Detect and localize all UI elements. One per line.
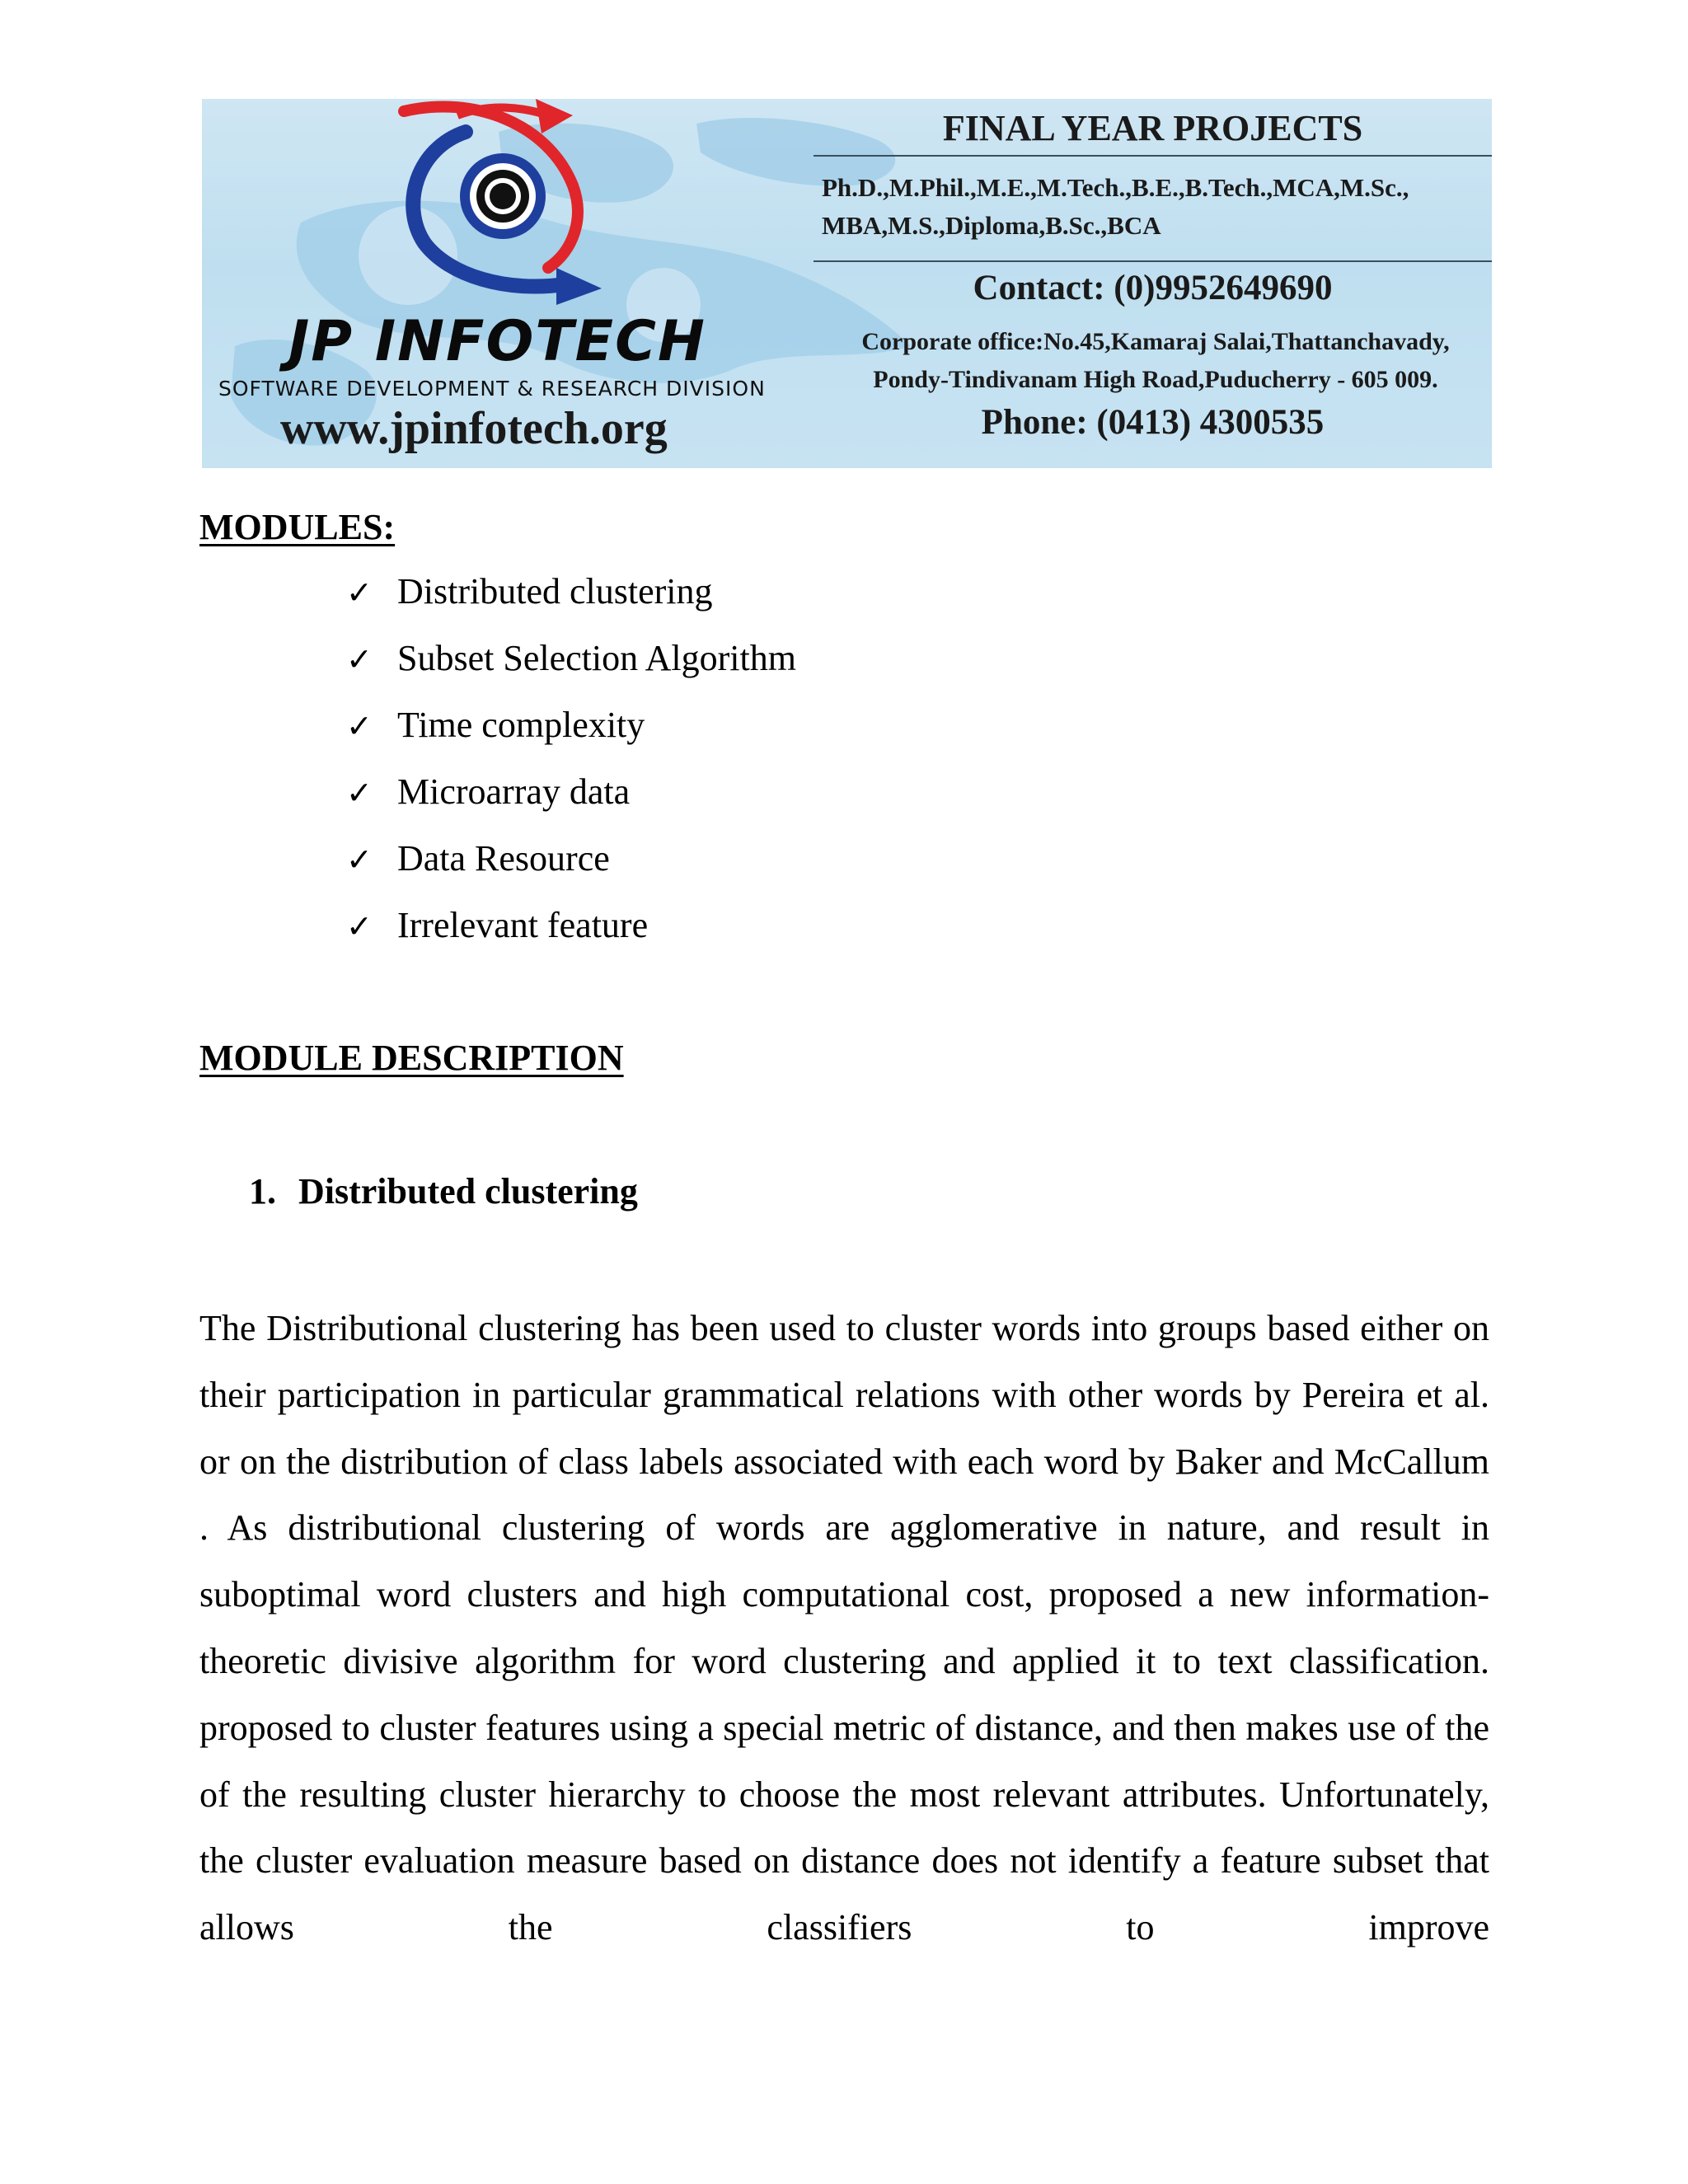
- list-item: [346, 569, 796, 635]
- list-item: [346, 635, 796, 702]
- degrees-line: Ph.D.,M.Phil.,M.E.,M.Tech.,B.E.,B.Tech.,MCA,M.Sc.,: [822, 173, 1409, 202]
- contact-number: Contact: (0)9952649690: [973, 269, 1333, 307]
- module-label: Irrelevant feature: [397, 905, 649, 945]
- checkmark-icon: ✓: [346, 775, 373, 811]
- brand-name: JP INFOTECH: [288, 309, 706, 374]
- checkmark-icon: ✓: [346, 908, 373, 944]
- checkmark-icon: ✓: [346, 574, 373, 611]
- description-paragraph: The Distributional clustering has been used to cluster words into groups based either on their participation in particular grammatical relations with other words by Pereira et al. or on the distribution of class labels associated with each word by Baker and McCallum . As distributional clustering of words are agglomerative in nature, and result in suboptimal word clusters and high computational cost, proposed a new information-theoretic divisive algorithm for word clustering and applied it to text classification. proposed to cluster features using a special metric of distance, and then makes use of the of the resulting cluster hierarchy to choose the most relevant attributes. Unfortunately, the cluster evaluation measure based on distance does not identify a feature subset that allows the classifiers to improve: [199, 1308, 1489, 1948]
- office-address-line: Pondy-Tindivanam High Road,Puducherry - 605 009.: [873, 366, 1438, 393]
- section-number: 1.: [249, 1171, 276, 1212]
- section-title: [249, 1170, 638, 1212]
- modules-list: [346, 569, 796, 969]
- eye-target-logo-icon: [326, 99, 672, 305]
- checkmark-icon: ✓: [346, 641, 373, 677]
- office-address: [822, 323, 1489, 399]
- header-banner: [202, 99, 1492, 468]
- degrees-block: [822, 169, 1489, 245]
- projects-title: FINAL YEAR PROJECTS: [942, 108, 1363, 148]
- modules-heading: MODULES:: [199, 507, 396, 547]
- section-title-text: Distributed clustering: [298, 1171, 638, 1212]
- module-label: Microarray data: [397, 771, 631, 812]
- brand-website: www.jpinfotech.org: [280, 403, 668, 454]
- checkmark-icon: ✓: [346, 841, 373, 878]
- module-label: Subset Selection Algorithm: [397, 638, 796, 678]
- degrees-line: MBA,M.S.,Diploma,B.Sc.,BCA: [822, 211, 1161, 240]
- module-label: Time complexity: [397, 705, 645, 745]
- list-item: [346, 836, 796, 902]
- phone-number: Phone: (0413) 4300535: [981, 403, 1325, 442]
- header-rule-top: [814, 155, 1492, 157]
- module-label: Data Resource: [397, 838, 610, 879]
- office-address-line: Corporate office:No.45,Kamaraj Salai,Thattanchavady,: [861, 328, 1450, 355]
- brand-tagline: SOFTWARE DEVELOPMENT & RESEARCH DIVISION: [218, 377, 766, 401]
- header-rule-bottom: [814, 260, 1492, 262]
- list-item: [346, 702, 796, 769]
- module-description-heading: MODULE DESCRIPTION: [199, 1038, 624, 1078]
- list-item: [346, 769, 796, 836]
- list-item: [346, 902, 796, 969]
- checkmark-icon: ✓: [346, 708, 373, 744]
- module-label: Distributed clustering: [397, 571, 713, 612]
